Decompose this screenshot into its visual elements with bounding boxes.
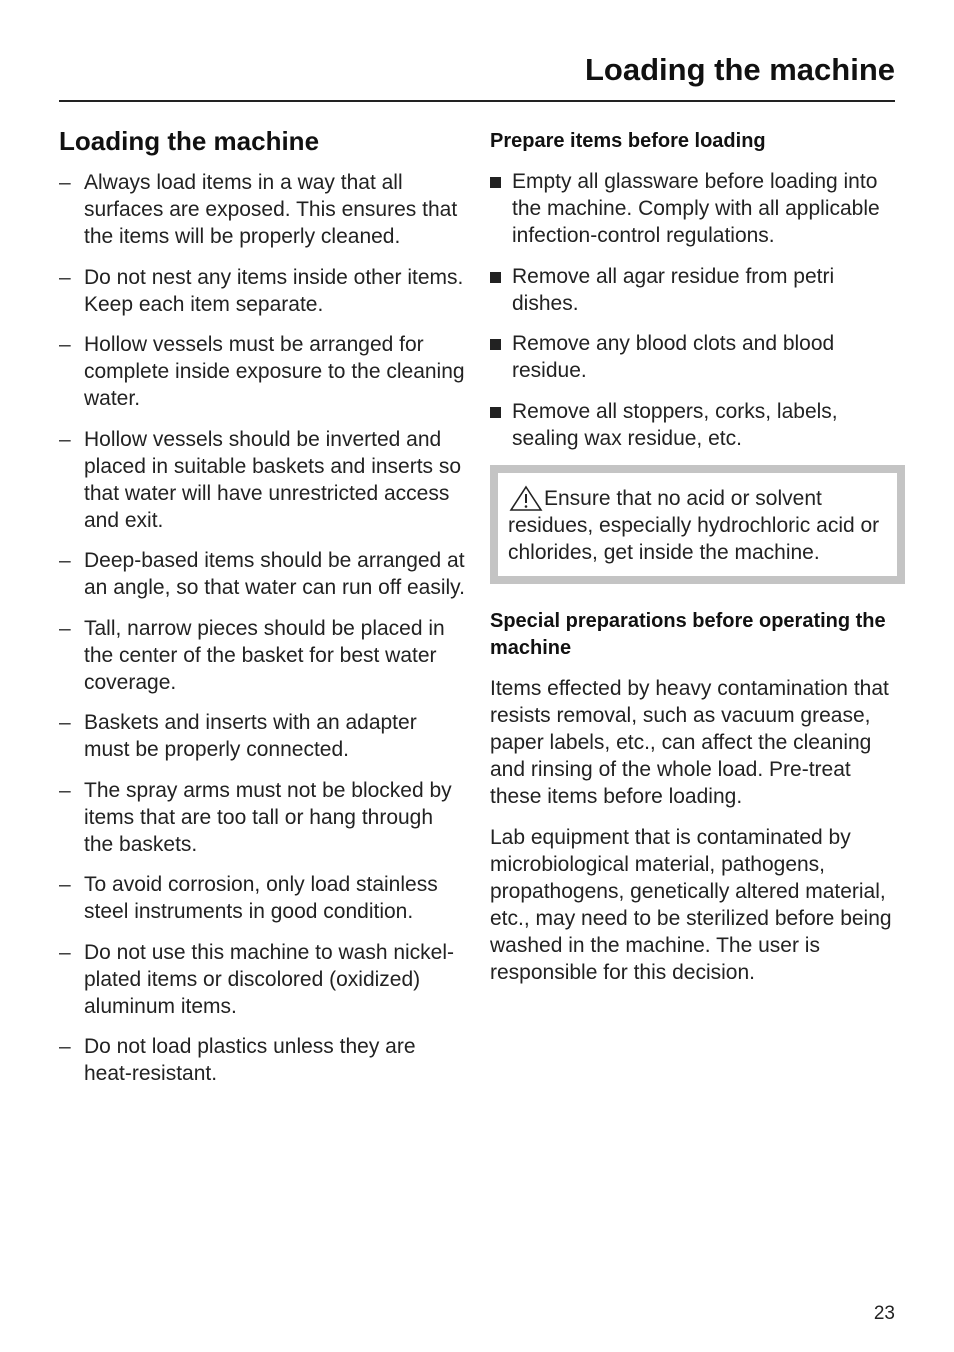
dash-bullet-icon: – <box>59 1035 71 1058</box>
list-item-text: The spray arms must not be blocked by items that are too tall or hang through the baskets. <box>84 778 452 856</box>
list-item <box>490 330 900 384</box>
dash-bullet-icon: – <box>59 333 71 356</box>
dash-bullet-icon: – <box>59 171 71 194</box>
square-bullet-icon <box>490 272 501 283</box>
list-item-text: Do not load plastics unless they are heat-resistant. <box>84 1035 416 1085</box>
paragraph-contamination: Items effected by heavy contamination that resists removal, such as vacuum grease, paper labels, etc., can affect the cleaning and rinsing of the whole load. Pre-treat these items before loading. <box>490 677 889 808</box>
list-item <box>59 169 467 250</box>
square-bullet-icon <box>490 407 501 418</box>
list-item <box>59 547 467 601</box>
paragraph-sterilization: Lab equipment that is contaminated by microbiological material, pathogens, propathogens, genetically altered material, etc., may need to be sterilized before being washed in the machine. The user is responsible for this decision. <box>490 825 892 984</box>
list-item <box>59 426 467 534</box>
page-number: 23 <box>873 1303 895 1324</box>
list-item-text: Always load items in a way that all surfaces are exposed. This ensures that the items will be properly cleaned. <box>84 171 458 248</box>
list-item-text: To avoid corrosion, only load stainless steel instruments in good condition. <box>84 873 438 923</box>
loading-guidelines-list <box>59 169 467 1087</box>
list-item-text: Remove any blood clots and blood residue. <box>512 332 835 382</box>
list-item-text: Do not nest any items inside other items. Keep each item separate. <box>84 265 464 316</box>
list-item-text: Empty all glassware before loading into the machine. Comply with all applicable infection-control regulations. <box>512 170 880 247</box>
list-item <box>59 615 467 696</box>
list-item <box>490 263 900 317</box>
list-item-text: Do not use this machine to wash nickel-plated items or discolored (oxidized) aluminum items. <box>84 940 455 1018</box>
special-preparations-heading: Special preparations before operating the machine <box>490 610 886 659</box>
prepare-items-list <box>490 168 900 452</box>
dash-bullet-icon: – <box>59 711 71 734</box>
list-item <box>59 331 467 412</box>
square-bullet-icon <box>490 177 501 188</box>
list-item-text: Remove all stoppers, corks, labels, sealing wax residue, etc. <box>512 399 838 450</box>
right-column <box>490 128 900 999</box>
prepare-items-heading: Prepare items before loading <box>490 130 766 152</box>
dash-bullet-icon: – <box>59 940 71 964</box>
dash-bullet-icon: – <box>59 549 71 572</box>
list-item-text: Baskets and inserts with an adapter must be properly connected. <box>84 711 417 761</box>
left-column <box>59 123 467 1101</box>
list-item <box>59 777 467 858</box>
section-title-loading: Loading the machine <box>59 126 320 156</box>
dash-bullet-icon: – <box>59 427 71 451</box>
list-item-text: Hollow vessels should be inverted and placed in suitable baskets and inserts so that water will have unrestricted access and exit. <box>84 427 462 532</box>
dash-bullet-icon: – <box>59 778 71 802</box>
list-item-text: Deep-based items should be arranged at an angle, so that water can run off easily. <box>84 549 465 599</box>
list-item <box>59 871 467 925</box>
list-item <box>59 264 467 318</box>
list-item <box>490 398 900 452</box>
dash-bullet-icon: – <box>59 616 71 640</box>
warning-text: Ensure that no acid or solvent residues, especially hydrochloric acid or chlorides, get inside the machine. <box>508 487 880 564</box>
dash-bullet-icon: – <box>59 873 71 896</box>
list-item-text: Hollow vessels must be arranged for complete inside exposure to the cleaning water. <box>84 333 465 410</box>
page-header-title: Loading the machine <box>584 52 895 87</box>
list-item <box>490 168 900 249</box>
list-item <box>59 1033 467 1087</box>
square-bullet-icon <box>490 339 501 350</box>
list-item <box>59 939 467 1020</box>
header-divider <box>59 100 895 102</box>
dash-bullet-icon: – <box>59 265 71 289</box>
warning-triangle-icon <box>508 485 544 512</box>
list-item <box>59 709 467 763</box>
list-item-text: Remove all agar residue from petri dishes. <box>512 264 835 315</box>
warning-box <box>490 465 905 584</box>
list-item-text: Tall, narrow pieces should be placed in the center of the basket for best water coverage. <box>84 616 445 694</box>
